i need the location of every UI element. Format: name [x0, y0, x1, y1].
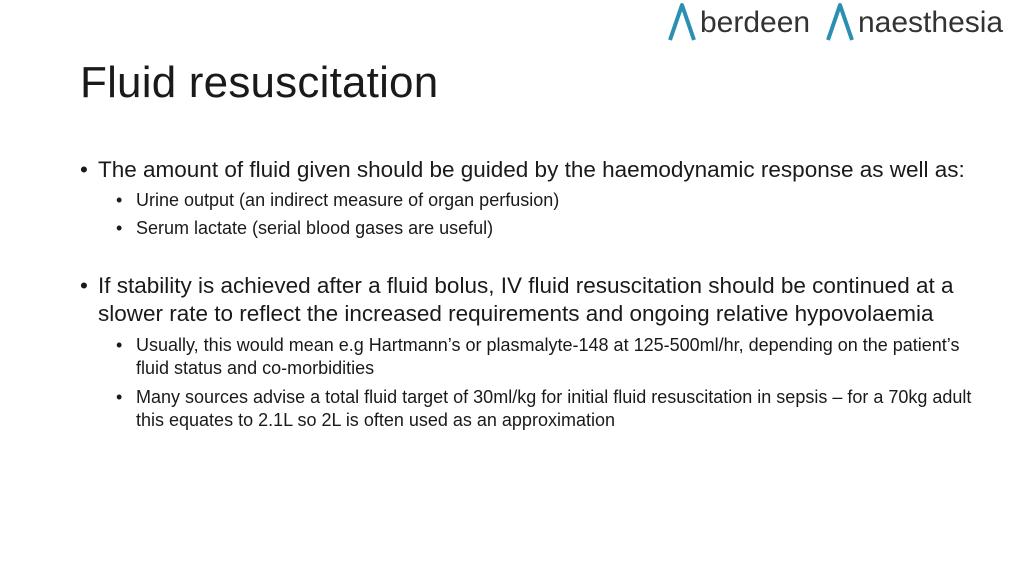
slide-title: Fluid resuscitation: [80, 58, 439, 107]
bullet-2: • If stability is achieved after a fluid bolus, IV fluid resuscitation should be continued at a slower rate to reflect the increased requirements and ongoing relative hypovolaemia: [78, 272, 978, 328]
sub-bullet-1-1: • Urine output (an indirect measure of organ perfusion): [78, 189, 978, 212]
sub-bullet-1-2: • Serum lactate (serial blood gases are useful): [78, 217, 978, 240]
sub-bullet-2-1: • Usually, this would mean e.g Hartmann’s or plasmalyte-148 at 125-500ml/hr, depending on the patient’s fluid status and co-morbidities: [78, 334, 978, 380]
logo-lambda-icon-2: [828, 5, 852, 40]
bullet-1: • The amount of fluid given should be guided by the haemodynamic response as well as:: [78, 156, 978, 184]
sub-bullet-2-2: • Many sources advise a total fluid target of 30ml/kg for initial fluid resuscitation in sepsis – for a 70kg adult this equates to 2.1L so 2L is often used as an approximation: [78, 386, 978, 432]
aberdeen-anaesthesia-logo: [668, 2, 1022, 44]
logo-text-b: naesthesia: [858, 6, 1004, 39]
logo-lambda-icon: [670, 5, 694, 40]
slide-content: [78, 156, 978, 432]
logo-text-a: berdeen: [700, 6, 811, 39]
